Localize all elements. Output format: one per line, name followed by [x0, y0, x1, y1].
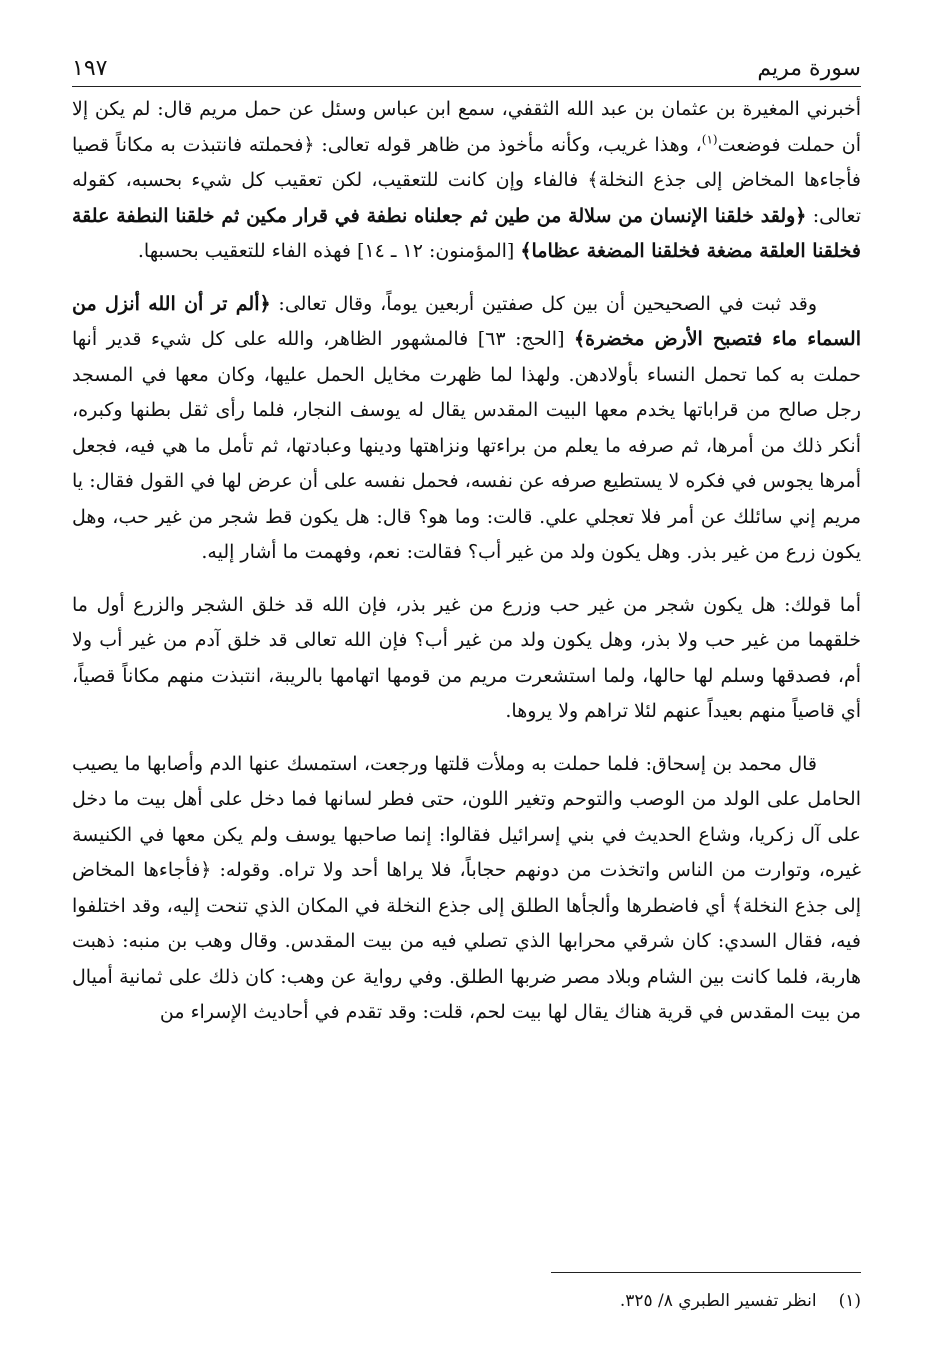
footnote-separator [551, 1272, 861, 1273]
footnote-text: انظر تفسير الطبري ٨/ ٣٢٥. [619, 1291, 817, 1311]
text-run: [الحج: ٦٣] فالمشهور الظاهر، والله على كل شيء قدير أنها حملت به كما تحمل النساء بأولادهن. ولهذا لما ظهرت مخايل الحمل عليها، وكان معها في المسجد رجل صالح من قراباتها يخدم معها البيت المقدس يقال له يوسف النجار، فلما رأى ثقل بطنها وكبره، أنكر ذلك من أمرها، ثم صرفه ما يعلم من براءتها ونزاهتها ودينها وعبادتها، ثم تأمل ما هي فيه، فجعل أمرها يجوس في فكره لا يستطيع صرفه عن نفسه، فحمل نفسه على أن عرض لها في القول فقال: يا مريم إني سائلك عن أمر فلا تعجلي علي. قالت: وما هو؟ قال: هل يكون قط شجر من غير حب، وهل يكون زرع من غير بذر. وهل يكون ولد من غير أب؟ فقالت: نعم، وفهمت ما أشار إليه. [72, 328, 862, 563]
paragraph-1 [72, 92, 861, 270]
paragraph-4 [72, 747, 861, 1031]
paragraph-3 [72, 588, 861, 730]
page-header [72, 48, 861, 87]
text-run: قال محمد بن إسحاق: فلما حملت به وملأت قلتها ورجعت، استمسك عنها الدم وأصابها ما يصيب الحامل على الولد من الوصب والتوحم وتغير اللون، حتى فطر لسانها فما دخل على أهل بيت ما دخل على آل زكريا، وشاع الحديث في بني إسرائيل فقالوا: إنما صاحبها يوسف ولم يكن معها في الكنيسة غيره، وتوارت من الناس واتخذت من دونهم حجاباً، فلا يراها أحد ولا تراه. وقوله: ﴿فأجاءها المخاض إلى جذع النخلة﴾ أي فاضطرها وألجأها الطلق إلى جذع النخلة في المكان الذي تنحت إليه، وقد اختلفوا فيه، فقال السدي: كان شرقي محرابها الذي تصلي فيه من بيت المقدس. وقال وهب بن منبه: ذهبت هاربة، فلما كانت بين الشام وبلاد مصر ضربها الطلق. وفي رواية عن وهب: كان ذلك على ثمانية أميال من بيت المقدس في قرية هناك يقال لها بيت لحم، قلت: وقد تقدم في أحاديث الإسراء من [72, 752, 861, 1023]
text-run: ، وهذا غريب، وكأنه مأخوذ من ظاهر قوله تعالى: ﴿فحملته فانتبذت به مكاناً قصيا فأجاءها المخاض إلى جذع النخلة﴾ فالفاء وإن كانت للتعقيب، لكن تعقيب كل شيء بحسبه، كقوله تعالى: [72, 133, 861, 227]
text-run: [المؤمنون: ١٢ ـ ١٤] فهذه الفاء للتعقيب بحسبها. [137, 240, 521, 262]
quran-verse: ﴿ألم تر أن الله أنزل من السماء ماء فتصبح الأرض مخضرة﴾ [72, 292, 861, 350]
paragraph-2 [72, 287, 861, 571]
text-run: أما قولك: هل يكون شجر من غير حب وزرع من غير بذر، فإن الله قد خلق الشجر والزرع أول ما خلقهما من غير حب ولا بذر، وهل يكون ولد من غير أب؟ فإن الله تعالى قد خلق آدم من غير أب ولا أم، فصدقها وسلم لها حالها، ولما استشعرت مريم من قومها اتهامها بالريبة، انتبذت منهم مكاناً قصياً، أي قاصياً منهم بعيداً عنهم لئلا تراهم ولا يروها. [72, 593, 861, 722]
body-text [72, 92, 861, 1031]
text-run: أخبرني المغيرة بن عثمان بن عبد الله الثقفي، سمع ابن عباس وسئل عن حمل مريم قال: لم يكن إلا أن حملت فوضعت [72, 98, 862, 156]
footnote-reference[interactable]: (١) [701, 132, 718, 147]
footnote-number: (١) [838, 1291, 861, 1311]
text-run: وقد ثبت في الصحيحين أن بين كل صفتين أربعين يوماً، وقال تعالى: [270, 292, 818, 315]
page-number: ١٩٧ [72, 56, 108, 81]
quran-verse: ﴿ولقد خلقنا الإنسان من سلالة من طين ثم جعلناه نطفة في قرار مكين ثم خلقنا النطفة علقة فخلقنا العلقة مضغة فخلقنا المضغة عظاما﴾ [72, 204, 861, 262]
footnote [72, 1288, 861, 1314]
surah-title: سورة مريم [757, 56, 861, 81]
